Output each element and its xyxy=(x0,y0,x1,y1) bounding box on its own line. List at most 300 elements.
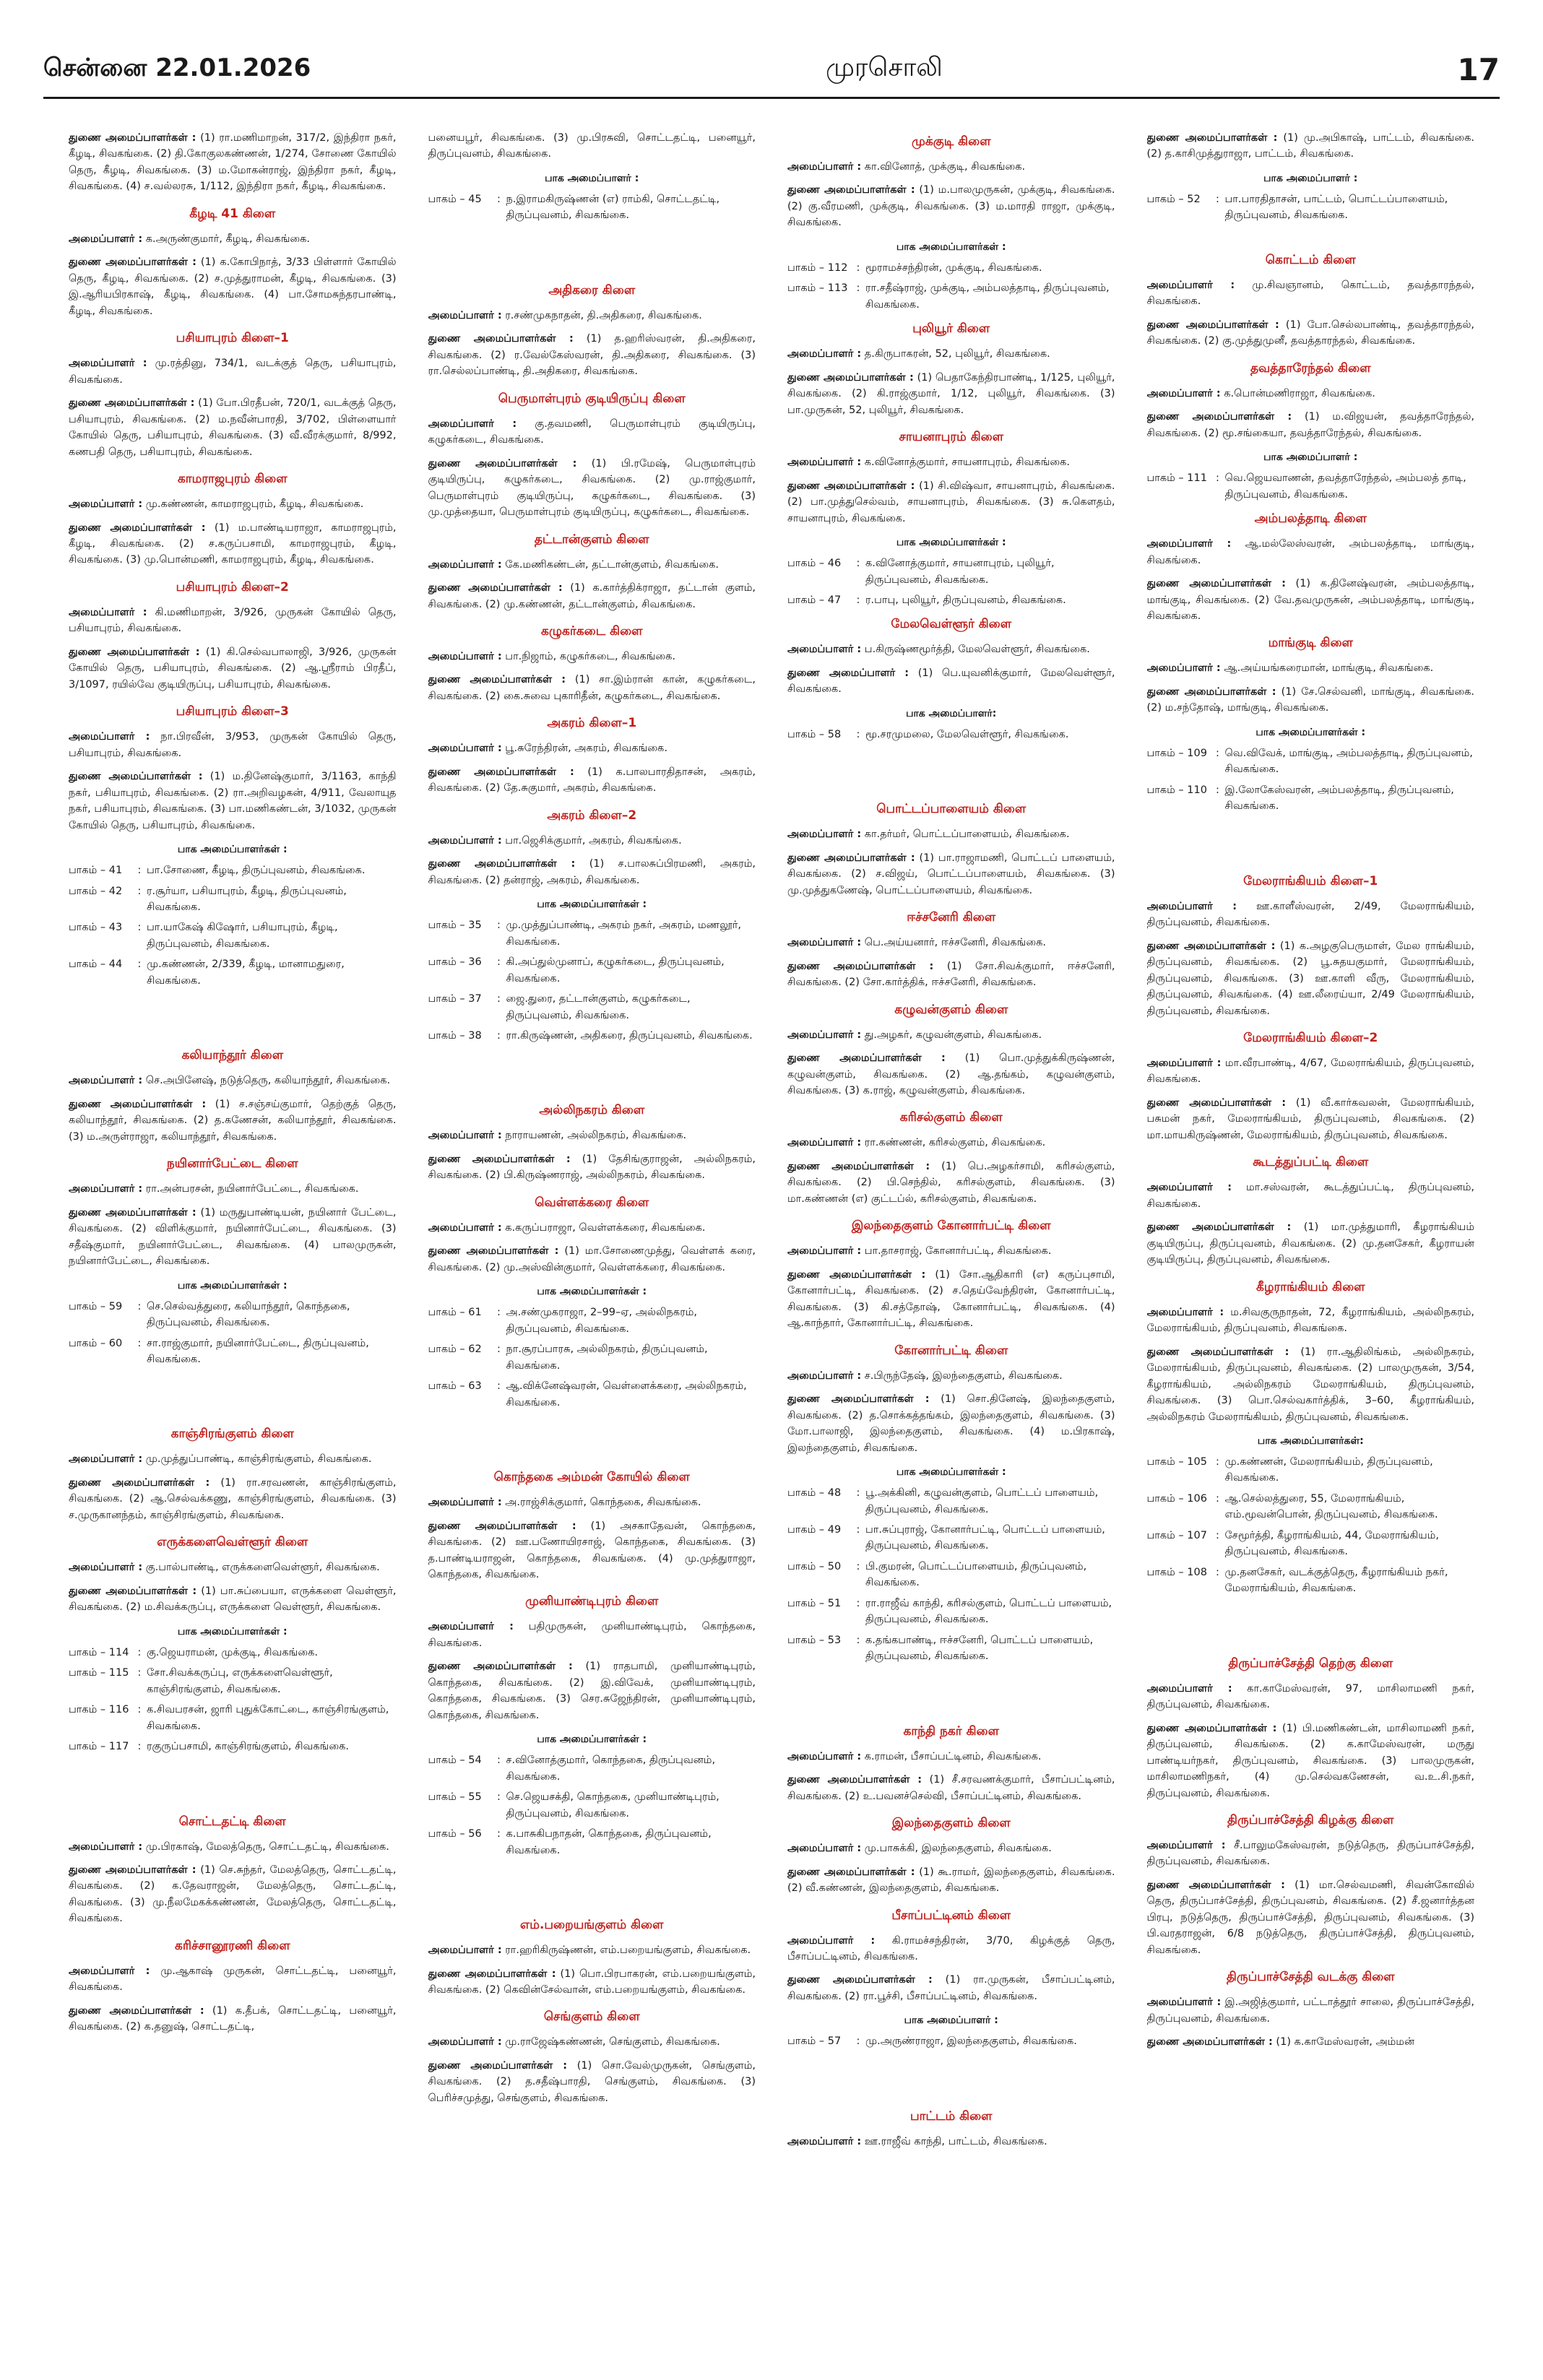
booth-coordinator: ஆ.விக்னேஷ்வரன், வெள்ளைக்கரை, அல்லிநகரம், சிவகங்கை. xyxy=(506,1380,747,1408)
section-gap xyxy=(1147,1601,1475,1652)
booth-row xyxy=(787,727,1115,743)
branch-heading: கோனார்பட்டி கிளை xyxy=(894,1343,1008,1358)
roster-paragraph: துணை அமைப்பாளர்கள் : (1) ம.பாண்டியராஜா, காமராஜபுரம், கீழடி, சிவகங்கை. (2) ச.கருப்பசாமி, காமராஜபுரம், கீழடி, சிவகங்கை. (3) மு.பொன்மணி, காமராஜபுரம், கீழடி, சிவகங்கை. xyxy=(69,522,397,566)
booth-coordinator: பி.குமரன், பொட்டப்பாளையம், திருப்புவனம், சிவகங்கை. xyxy=(865,1560,1087,1589)
branch-heading: வெள்ளக்கரை கிளை xyxy=(535,1195,649,1210)
booth-coordinator: ரா.சதீஷ்ராஜ், முக்குடி, அம்பலத்தாடி, திருப்புவனம், சிவகங்கை. xyxy=(865,282,1110,311)
roster-paragraph: துணை அமைப்பாளர்கள் : (1) மா.சோணைமுத்து, வெள்ளக் கரை, சிவகங்கை. (2) மு.அஸ்வின்குமார், வெள்ளக்கரை, சிவகங்கை. xyxy=(428,1245,756,1273)
masthead xyxy=(43,51,1500,88)
booth-row xyxy=(1147,1491,1475,1523)
booth-colon: : xyxy=(497,193,501,205)
booth-row xyxy=(1147,1528,1475,1560)
branch-heading: காந்தி நகர் கிளை xyxy=(903,1723,999,1739)
booth-number: பாகம் – 41 xyxy=(69,865,123,877)
section-gap xyxy=(69,1372,397,1422)
booth-section-heading: பாக அமைப்பாளர்கள் : xyxy=(537,1734,647,1746)
branch-heading: திருப்பாச்சேத்தி வடக்கு கிளை xyxy=(1226,1970,1395,1985)
branch-heading: காமராஜபுரம் கிளை xyxy=(177,472,288,487)
role-label: துணை அமைப்பாளர்கள் : xyxy=(69,1206,196,1219)
branch-heading: ஈச்சனேரி கிளை xyxy=(907,910,996,925)
booth-colon: : xyxy=(856,282,860,295)
roster-paragraph: துணை அமைப்பாளர்கள் : (1) தேசிங்குராஜன், அல்லிநகரம், சிவகங்கை. (2) பி.கிருஷ்ணராஜ், அல்லிநகரம், சிவகங்கை. xyxy=(428,1153,756,1182)
booth-number: பாகம் – 62 xyxy=(428,1343,482,1356)
roster-paragraph: அமைப்பாளர் : மு.சிவஞானம், கொட்டம், தவத்தாரந்தல், சிவகங்கை. xyxy=(1146,279,1474,308)
branch-heading: கொந்தகை அம்மன் கோயில் கிளை xyxy=(493,1470,690,1485)
roster-paragraph: அமைப்பாளர் : மு.பிரகாஷ், மேலத்தெரு, சொட்டதட்டி, சிவகங்கை. xyxy=(69,1840,389,1853)
booth-number: பாகம் – 35 xyxy=(428,919,482,932)
role-label: அமைப்பாளர் : xyxy=(428,2036,502,2048)
role-label: அமைப்பாளர் : xyxy=(1146,1682,1232,1695)
roster-paragraph: துணை அமைப்பாளர்கள் : (1) பெதாகேந்திரபாண்டி, 1/125, புலியூர், சிவகங்கை. (2) கி.ராஜ்குமார், 1/12, புலியூர், சிவகங்கை. (3) பா.முருகன், 52, புலியூர், சிவகங்கை. xyxy=(787,371,1115,416)
booth-row xyxy=(787,555,1115,588)
roster-paragraph: துணை அமைப்பாளர்கள் : (1) சோ.சிவக்குமார், ஈச்சனேரி, சிவகங்கை. (2) சோ.கார்த்திக், ஈச்சனேரி, சிவகங்கை. xyxy=(787,960,1115,989)
section-gap xyxy=(1147,228,1475,248)
roster-paragraph: அமைப்பாளர் : மு.ரத்தினு, 734/1, வடக்குத் தெரு, பசியாபுரம், சிவகங்கை. xyxy=(69,358,397,386)
booth-row xyxy=(428,1789,756,1822)
roster-paragraph: அமைப்பாளர் : க.கருப்பராஜா, வெள்ளக்கரை, சிவகங்கை. xyxy=(428,1221,706,1234)
branch-heading: மேலராங்கியம் கிளை–2 xyxy=(1243,1031,1378,1045)
booth-colon: : xyxy=(497,919,501,932)
booth-coordinator: க.சிவபரசன், ஜாரி புதுக்கோட்டை, காஞ்சிரங்குளம், சிவகங்கை. xyxy=(147,1704,389,1732)
roster-paragraph: துணை அமைப்பாளர்கள் : (1) சே.செல்வனி, மாங்குடி, சிவகங்கை. (2) ம.சந்தோஷ், மாங்குடி, சிவகங்கை. xyxy=(1146,685,1474,714)
role-label: அமைப்பாளர் : xyxy=(787,1245,862,1258)
role-label: அமைப்பாளர் : xyxy=(1146,900,1237,912)
branch-heading: செங்குளம் கிளை xyxy=(543,2009,640,2025)
branch-heading: தட்டான்குளம் கிளை xyxy=(534,532,649,547)
roster-paragraph: அமைப்பாளர் : கு.பால்பாண்டி, எருக்களைவெள்ளூர், சிவகங்கை. xyxy=(69,1562,380,1574)
role-label: துணை அமைப்பாளர்கள் : xyxy=(428,674,566,686)
section-gap xyxy=(787,2054,1115,2105)
roster-paragraph: துணை அமைப்பாளர்கள் : (1) வீ.கார்கவலன், மேலராங்கியம், பசுமன் நகர், மேலராங்கியம், திருப்புவனம், சிவகங்கை. (2) மா.மாயகிருஷ்ணன், மேலராங்கியம், திருப்புவனம், சிவகங்கை. xyxy=(1146,1096,1474,1141)
roster-paragraph: அமைப்பாளர் : மு.பாசுக்கி, இலந்தைகுளம், சிவகங்கை. xyxy=(787,1843,1052,1855)
column-1 xyxy=(69,130,397,2351)
booth-number: பாகம் – 53 xyxy=(787,1634,842,1646)
role-label: அமைப்பாளர் : xyxy=(787,1843,862,1855)
role-label: துணை அமைப்பாளர்கள் : xyxy=(428,1245,559,1258)
booth-row xyxy=(69,862,397,878)
booth-number: பாகம் – 49 xyxy=(787,1523,842,1536)
booth-number: பாகம் – 61 xyxy=(428,1307,482,1319)
booth-number: பாகம் – 110 xyxy=(1146,784,1207,796)
role-label: துணை அமைப்பாளர்கள் : xyxy=(1146,1879,1285,1891)
role-label: துணை அமைப்பாளர்கள் : xyxy=(69,646,200,658)
roster-paragraph: துணை அமைப்பாளர்கள் : (1) த.ஹரிஸ்வரன், தி.அதிகரை, சிவகங்கை. (2) ர.வேல்கேஸ்வரன், தி.அதிகரை, சிவகங்கை. (3) ரா.செல்லப்பாண்டி, தி.அதிகரை, சிவகங்கை. xyxy=(428,333,756,378)
role-label: அமைப்பாளர் : xyxy=(428,650,502,662)
booth-coordinator: சோ.சிவக்கருப்பு, எருக்களைவெள்ளூர், காஞ்சிரங்குளம், சிவகங்கை. xyxy=(147,1667,333,1695)
role-label: துணை அமைப்பாளர்கள் : xyxy=(69,2004,204,2017)
booth-number: பாகம் – 115 xyxy=(69,1667,129,1679)
role-label: அமைப்பாளர் : xyxy=(1146,538,1232,550)
booth-row xyxy=(1147,745,1475,778)
booth-colon: : xyxy=(497,956,501,969)
roster-paragraph: அமைப்பாளர் : இ.அஜித்குமார், பட்டாத்தூர் சாலை, திருப்பாச்சேத்தி, திருப்புவனம், சிவகங்கை. xyxy=(1146,1996,1474,2025)
role-label: துணை அமைப்பாளர்கள் : xyxy=(69,397,195,410)
booth-row xyxy=(428,1378,756,1411)
roster-paragraph: அமைப்பாளர் : க.வினோத்குமார், சாயனாபுரம், சிவகங்கை. xyxy=(787,456,1071,469)
role-label: அமைப்பாளர் : xyxy=(1146,1057,1222,1069)
roster-paragraph: துணை அமைப்பாளர்கள் : (1) சி.விஷ்வா, சாயனாபுரம், சிவகங்கை. (2) பா.முத்துசெல்வம், சாயனாபுரம், சிவகங்கை. (3) சு.கௌதம், சாயனாபுரம், சிவகங்கை. xyxy=(787,480,1115,524)
role-label: அமைப்பாளர் : xyxy=(428,1130,502,1142)
roster-paragraph: அமைப்பாளர் : ரா.அன்பரசன், நயினார்பேட்டை, சிவகங்கை. xyxy=(69,1183,359,1195)
role-label: அமைப்பாளர் : xyxy=(69,358,147,370)
booth-section-heading: பாக அமைப்பாளர்கள் : xyxy=(896,537,1006,549)
roster-paragraph: அமைப்பாளர் : கா.தர்மர், பொட்டப்பாளையம், சிவகங்கை. xyxy=(787,828,1070,841)
booth-row xyxy=(69,919,397,952)
booth-number: பாகம் – 117 xyxy=(69,1741,129,1753)
roster-paragraph: துணை அமைப்பாளர்கள் : (1) சொ.தினேஷ், இலந்தைகுளம், சிவகங்கை. (2) த.சொக்கத்தங்கம், இலந்தைகுளம், சிவகங்கை. (3) மோ.பாலாஜி, இலந்தைகுளம், சிவகங்கை. (4) ம.பிரகாஷ், இலந்தைகுளம், சிவகங்கை. xyxy=(787,1393,1115,1454)
branch-heading: சாயனாபுரம் கிளை xyxy=(899,430,1004,445)
booth-colon: : xyxy=(497,1343,501,1356)
role-label: துணை அமைப்பாளர்கள் : xyxy=(1146,319,1279,331)
section-gap xyxy=(428,228,756,279)
booth-row xyxy=(428,1752,756,1785)
booth-number: பாகம் – 50 xyxy=(787,1560,842,1572)
roster-paragraph: துணை அமைப்பாளர்கள் : (1) மருதுபாண்டியன், நயினார் பேட்டை, சிவகங்கை. (2) விளிக்குமார், நயினார்பேட்டை, சிவகங்கை. (3) சதீஷ்குமார், நயினார்பேட்டை, சிவகங்கை. (4) பாலமுருகன், நயினார்பேட்டை, சிவகங்கை. xyxy=(69,1206,397,1268)
booth-coordinator: ஆ.செல்லத்துரை, 55, மேலராங்கியம், எம்.மூவன்பொன், திருப்புவனம், சிவகங்கை. xyxy=(1224,1492,1438,1521)
booth-number: பாகம் – 52 xyxy=(1146,193,1201,205)
branch-heading: அல்லிநகரம் கிளை xyxy=(539,1103,645,1118)
section-gap xyxy=(428,1415,756,1466)
role-label: துணை அமைப்பாளர்கள் : xyxy=(428,766,574,778)
roster-paragraph: பனையபூர், சிவகங்கை. (3) மு.பிரசுவி, சொட்டதட்டி, பனையூர், திருப்புவனம், சிவகங்கை. xyxy=(428,132,756,160)
branch-heading: திருப்பாச்சேத்தி தெற்கு கிளை xyxy=(1228,1656,1393,1671)
booth-coordinator: ர.சூர்யா, பசியாபுரம், கீழடி, திருப்புவனம், சிவகங்கை. xyxy=(147,885,347,913)
booth-row xyxy=(787,1522,1115,1554)
roster-paragraph: அமைப்பாளர் : ஊ.காளீஸ்வரன், 2/49, மேலராங்கியம், திருப்புவனம், சிவகங்கை. xyxy=(1146,900,1474,929)
booth-colon: : xyxy=(497,1030,501,1042)
booth-coordinator: மு.கண்ணன், மேலராங்கியம், திருப்புவனம், சிவகங்கை. xyxy=(1224,1455,1433,1484)
branch-heading: அதிகரை கிளை xyxy=(548,282,636,298)
roster-paragraph: அமைப்பாளர் : க.ராமன், பீசாப்பட்டினம், சிவகங்கை. xyxy=(787,1750,1042,1762)
roster-paragraph: துணை அமைப்பாளர்கள் : (1) போ.செல்லபாண்டி, தவத்தாரந்தல், சிவகங்கை. (2) கு.முத்துமுனீ, தவத்தாரந்தல், சிவகங்கை. xyxy=(1146,319,1474,347)
role-label: துணை அமைப்பாளர்கள் : xyxy=(428,1153,571,1165)
branch-heading: தவத்தாரேந்தல் கிளை xyxy=(1250,360,1371,376)
roster-paragraph: துணை அமைப்பாளர்கள் : (1) ச.பாலசுப்பிரமணி, அகரம், சிவகங்கை. (2) தன்ராஜ், அகரம், சிவகங்கை. xyxy=(428,858,756,886)
booth-section-heading: பாக அமைப்பாளர்கள் : xyxy=(896,1466,1006,1479)
booth-section-heading: பாக அமைப்பாளர்கள் : xyxy=(177,1279,288,1291)
booth-number: பாகம் – 111 xyxy=(1146,472,1207,485)
column-2 xyxy=(428,130,756,2351)
booth-coordinator: சா.ராஜ்குமார், நயினார்பேட்டை, திருப்புவனம், சிவகங்கை. xyxy=(147,1337,369,1365)
branch-heading: பெருமாள்புரம் குடியிருப்பு கிளை xyxy=(498,391,686,406)
role-label: அமைப்பாளர் : xyxy=(1146,279,1235,291)
role-label: துணை அமைப்பாளர்கள் : xyxy=(787,960,934,972)
roster-paragraph: துணை அமைப்பாளர்கள் : (1) ரா.ஆதிலிங்கம், அல்லிநகரம், மேலராங்கியம், திருப்புவனம், சிவகங்கை. (2) பாலமுருகன், 3/54, கீழராங்கியம், அல்லிநகரம் மேலராங்கியம், திருப்புவனம், சிவகங்கை. (3) பொ.செல்வகார்த்திக், 3–60, கீழராங்கியம், அல்லிநகரம் மேலராங்கியம், திருப்புவனம், சிவகங்கை. xyxy=(1146,1346,1474,1423)
booth-row xyxy=(787,1559,1115,1591)
branch-heading: முக்குடி கிளை xyxy=(911,134,991,149)
branch-heading: கழுவன்குளம் கிளை xyxy=(894,1002,1008,1017)
role-label: துணை அமைப்பாளர்கள் : xyxy=(787,1052,946,1065)
roster-paragraph: துணை அமைப்பாளர்கள் : (1) பா.சுப்பையா, எருக்களை வெள்ளூர், சிவகங்கை. (2) ம.சிவக்கருப்பு, எருக்களை வெள்ளூர், சிவகங்கை. xyxy=(69,1585,397,1614)
role-label: துணை அமைப்பாளர்கள் : xyxy=(1146,132,1278,144)
booth-coordinator: க.தங்கபாண்டி, ஈச்சனேரி, பொட்டப் பாளையம், திருப்புவனம், சிவகங்கை. xyxy=(865,1634,1094,1663)
booth-row xyxy=(787,1632,1115,1665)
roster-paragraph: துணை அமைப்பாளர்கள் : (1) பி.ரமேஷ், பெருமாள்புரம் குடியிருப்பு, கழுகர்கடை, சிவகங்கை. (2) மு.ராஜ்குமார், பெருமாள்புரம் குடியிருப்பு, கழுகர்கடை, சிவகங்கை. (3) மு.முத்தையா, பெருமாள்புரம் குடியிருப்பு, கழுகர்கடை, சிவகங்கை. xyxy=(428,457,756,519)
booth-coordinator: பா.யாகேஷ் கிஷோர், பசியாபுரம், கீழடி, திருப்புவனம், சிவகங்கை. xyxy=(147,922,338,950)
booth-row xyxy=(69,956,397,989)
booth-number: பாகம் – 47 xyxy=(787,594,842,606)
roster-paragraph: அமைப்பாளர் : த.கிருபாகரன், 52, புலியூர், சிவகங்கை. xyxy=(787,348,1050,360)
booth-colon: : xyxy=(137,1667,142,1679)
booth-colon: : xyxy=(1216,193,1219,205)
booth-colon: : xyxy=(856,1597,860,1609)
role-label: துணை அமைப்பாளர்கள் : xyxy=(428,582,563,594)
header-rule xyxy=(43,97,1500,99)
booth-section-heading: பாக அமைப்பாளர்கள் : xyxy=(537,899,647,911)
booth-colon: : xyxy=(856,594,860,606)
role-label: துணை அமைப்பாளர்கள் : xyxy=(428,1520,576,1532)
role-label: துணை அமைப்பாளர்கள் : xyxy=(69,1585,197,1597)
booth-coordinator: செ.செல்வத்துரை, கலியாந்தூர், கொந்தகை, திருப்புவனம், சிவகங்கை. xyxy=(147,1300,350,1329)
role-label: அமைப்பாளர் : xyxy=(69,1453,143,1466)
booth-row xyxy=(787,260,1115,276)
roster-paragraph: துணை அமைப்பாளர்கள் : (1) மா.முத்துமாரி, கீழராங்கியம் குடியிருப்பு, திருப்புவனம், சிவகங்கை. (2) மு.தனசேகர், கீழராயன் குடியிருப்பு, திருப்புவனம், சிவகங்கை. xyxy=(1146,1221,1474,1266)
booth-coordinator: பா.சுப்புராஜ், கோனார்பட்டி, பொட்டப் பாளையம், திருப்புவனம், சிவகங்கை. xyxy=(865,1523,1105,1552)
role-label: அமைப்பாளர் : xyxy=(428,1221,502,1234)
booth-colon: : xyxy=(856,261,860,274)
booth-row xyxy=(1147,782,1475,815)
booth-colon: : xyxy=(856,2035,860,2048)
section-gap xyxy=(787,747,1115,797)
roster-paragraph: துணை அமைப்பாளர்கள் : (1) க.கார்த்திக்ராஜா, தட்டான் குளம், சிவகங்கை. (2) மு.கண்ணன், தட்டான்குளம், சிவகங்கை. xyxy=(428,582,756,610)
branch-heading: பீசாப்பட்டினம் கிளை xyxy=(891,1908,1011,1923)
role-label: துணை அமைப்பாளர்கள் : xyxy=(428,858,576,870)
roster-paragraph: அமைப்பாளர் : ஆ.மல்லேஸ்வரன், அம்பலத்தாடி, மாங்குடி, சிவகங்கை. xyxy=(1146,538,1474,566)
roster-paragraph: துணை அமைப்பாளர்கள் : (1) போ.பிரதீபன், 720/1, வடக்குத் தெரு, பசியாபுரம், சிவகங்கை. (2) ம.நவீன்பாரதி, 3/702, பிள்ளையார் கோயில் தெரு, பசியாபுரம், சிவகங்கை. (3) வீ.வீரக்குமார், 8/992, கணபதி தெரு, பசியாபுரம், சிவகங்கை. xyxy=(69,397,397,458)
roster-paragraph: அமைப்பாளர் : ச.பிருந்தேஷ், இலந்தைகுளம், சிவகங்கை. xyxy=(787,1369,1063,1382)
roster-paragraph: துணை அமைப்பாளர்கள் : (1) செ.சுந்தர், மேலத்தெரு, சொட்டதட்டி, சிவகங்கை. (2) க.தேவராஜன், மேலத்தெரு, சொட்டதட்டி, சிவகங்கை. (3) மு.நீலமேகக்கண்ணன், மேலத்தெரு, சொட்டதட்டி, சிவகங்கை. xyxy=(69,1864,397,1925)
roster-paragraph: துணை அமைப்பாளர்கள் : (1) கி.செல்வபாலாஜி, 3/926, முருகன் கோயில் தெரு, பசியாபுரம், சிவகங்கை. (2) ஆ.ஸ்ரீராம் பிரதீப், 3/1097, ரயில்வே குடியிருப்பு, பசியாபுரம், சிவகங்கை. xyxy=(69,646,397,691)
branch-heading: நயினார்பேட்டை கிளை xyxy=(166,1156,298,1172)
booth-coordinator: கி.அப்துல்முனாப், கழுகர்கடை, திருப்புவனம், சிவகங்கை. xyxy=(506,956,725,985)
role-label: துணை அமைப்பாளர்கள் : xyxy=(428,457,577,469)
branch-heading: கரிச்சானூரணி கிளை xyxy=(174,1938,290,1953)
roster-paragraph: அமைப்பாளர் : பா.நிஜாம், கழுகர்கடை, சிவகங்கை. xyxy=(428,650,676,662)
roster-paragraph: அமைப்பாளர் : பூ.சுரேந்திரன், அகரம், சிவகங்கை. xyxy=(428,743,667,755)
roster-paragraph: அமைப்பாளர் : மு.ராஜேஷ்கண்ணன், செங்குளம், சிவகங்கை. xyxy=(428,2036,720,2048)
booth-section-heading: பாக அமைப்பாளர் : xyxy=(1263,172,1358,184)
booth-number: பாகம் – 114 xyxy=(69,1646,129,1658)
booth-colon: : xyxy=(1216,1566,1219,1578)
role-label: அமைப்பாளர் : xyxy=(69,606,147,618)
roster-paragraph: துணை அமைப்பாளர்கள் : (1) ம.விஜயன், தவத்தாரேந்தல், சிவகங்கை. (2) மூ.சங்கையா, தவத்தாரேந்தல், சிவகங்கை. xyxy=(1146,411,1474,439)
role-label: அமைப்பாளர் : xyxy=(69,1840,143,1853)
booth-row xyxy=(787,2033,1115,2049)
booth-coordinator: பா.சோணை, கீழடி, திருப்புவனம், சிவகங்கை. xyxy=(147,865,366,877)
booth-coordinator: சேமூர்த்தி, கீழராங்கியம், 44, மேலராங்கியம், திருப்புவனம், சிவகங்கை. xyxy=(1224,1529,1439,1558)
roster-paragraph: துணை அமைப்பாளர்கள் : (1) சொ.வேல்முருகன், செங்குளம், சிவகங்கை. (2) த.சதீஷ்பாரதி, செங்குளம், சிவகங்கை. (3) பெரிச்சமுத்து, செங்குளம், சிவகங்கை. xyxy=(428,2059,756,2104)
branch-heading: கொட்டம் கிளை xyxy=(1265,252,1356,267)
role-label: துணை அமைப்பாளர்கள் : xyxy=(1146,1722,1277,1734)
role-label: அமைப்பாளர் : xyxy=(787,937,862,949)
role-label: அமைப்பாளர் : xyxy=(69,233,143,245)
booth-row xyxy=(1147,1454,1475,1487)
roster-paragraph: துணை அமைப்பாளர்கள் : (1) ரா.மணிமாறன், 317/2, இந்திரா நகர், கீழடி, சிவகங்கை. (2) தி.கோகுலகண்ணன், 1/274, சோணை கோயில் தெரு, கீழடி, சிவகங்கை. (3) ம.மோகன்ராஜ், இந்திரா நகர், கீழடி, சிவகங்கை. (4) ச.வல்லரசு, 1/112, இந்திரா நகர், கீழடி, சிவகங்கை. xyxy=(69,132,397,193)
booth-coordinator: வெ.விவேக், மாங்குடி, அம்பலத்தாடி, திருப்புவனம், சிவகங்கை. xyxy=(1224,747,1473,776)
booth-row xyxy=(428,1304,756,1337)
booth-section-heading: பாக அமைப்பாளர்கள் : xyxy=(1255,726,1366,738)
role-label: அமைப்பாளர் : xyxy=(787,456,862,469)
roster-paragraph: அமைப்பாளர் : சீ.பாலுமகேஸ்வரன், நடுத்தெரு, திருப்பாச்சேத்தி, திருப்புவனம், சிவகங்கை. xyxy=(1146,1840,1474,1868)
booth-row xyxy=(428,917,756,950)
branch-heading: அகரம் கிளை–2 xyxy=(547,808,637,823)
role-label: துணை அமைப்பாளர்கள் : xyxy=(787,184,915,196)
booth-colon: : xyxy=(137,1300,142,1312)
role-label: அமைப்பாளர் : xyxy=(69,731,150,743)
roster-paragraph: அமைப்பாளர் : க.அருண்குமார், கீழடி, சிவகங்கை. xyxy=(69,233,311,245)
booth-coordinator: ந.இராமகிருஷ்ணன் (எ) ராம்கி, சொட்டதட்டி, திருப்புவனம், சிவகங்கை. xyxy=(506,193,720,222)
roster-paragraph: துணை அமைப்பாளர்கள் : (1) ம.தினேஷ்குமார், 3/1163, காந்தி நகர், பசியாபுரம், சிவகங்கை. (2) ரா.அறிவழகன், 4/911, வேலாயுத நகர், பசியாபுரம், சிவகங்கை. (3) பா.மணிகண்டன், 3/1032, முருகன் கோயில் தெரு, பசியாபுரம், சிவகங்கை. xyxy=(69,771,397,831)
roster-paragraph: அமைப்பாளர் : கி.மணிமாறன், 3/926, முருகன் கோயில் தெரு, பசியாபுரம், சிவகங்கை. xyxy=(69,606,397,635)
branch-heading: அம்பலத்தாடி கிளை xyxy=(1254,511,1367,527)
booth-colon: : xyxy=(497,1380,501,1393)
branch-heading: புலியூர் கிளை xyxy=(912,321,990,337)
booth-coordinator: பூ.அக்கினி, கழுவன்குளம், பொட்டப் பாளையம், திருப்புவனம், சிவகங்கை. xyxy=(865,1487,1099,1515)
role-label: துணை அமைப்பாளர்கள் : xyxy=(1146,1221,1292,1234)
role-label: அமைப்பாளர் : xyxy=(428,834,502,847)
booth-row xyxy=(428,1826,756,1858)
booth-coordinator: ர.பாபு, புலியூர், திருப்புவனம், சிவகங்கை. xyxy=(865,594,1066,606)
roster-paragraph: துணை அமைப்பாளர்கள் : (1) க.பாலபாரதிதாசன், அகரம், சிவகங்கை. (2) தே.சுகுமார், அகரம், சிவகங்கை. xyxy=(428,766,756,795)
booth-section-heading: பாக அமைப்பாளர்கள் : xyxy=(896,241,1006,253)
role-label: துணை அமைப்பாளர்கள் : xyxy=(428,1968,556,1980)
branch-heading: எருக்களைவெள்ளூர் கிளை xyxy=(157,1535,308,1550)
branch-heading: கழுகர்கடை கிளை xyxy=(540,623,643,639)
section-gap xyxy=(69,1760,397,1810)
booth-row xyxy=(69,1702,397,1734)
role-label: துணை அமைப்பாளர்கள் : xyxy=(787,1160,930,1172)
role-label: துணை அமைப்பாளர்கள் : xyxy=(787,480,915,492)
role-label: துணை அமைப்பாளர்கள் : xyxy=(69,256,196,269)
role-label: அமைப்பாளர் : xyxy=(1146,1996,1222,2009)
role-label: அமைப்பாளர் : xyxy=(428,1944,502,1957)
role-label: துணை அமைப்பாளர்கள் : xyxy=(1146,940,1276,952)
roster-paragraph: துணை அமைப்பாளர்கள் : (1) க.தினேஷ்வரன், அம்பலத்தாடி, மாங்குடி, சிவகங்கை. (2) வே.தவமுருகன், அம்பலத்தாடி, மாங்குடி, சிவகங்கை. xyxy=(1146,578,1474,622)
roster-paragraph: துணை அமைப்பாளர்கள் : (1) மா.செல்வமணி, சிவன்கோவில் தெரு, திருப்பாச்சேத்தி, திருப்புவனம், சிவகங்கை. (2) சீ.ஜனார்த்தன பிரபு, நடுத்தெரு, திருப்பாச்சேத்தி, திருப்புவனம், சிவகங்கை. (3) பி.வரதராஜன், 6/8 நடுத்தெரு, திருப்பாச்சேத்தி, திருப்புவனம், சிவகங்கை. xyxy=(1146,1879,1474,1956)
booth-number: பாகம் – 45 xyxy=(428,193,482,205)
booth-row xyxy=(428,191,756,224)
booth-row xyxy=(787,592,1115,608)
branch-heading: கரிசல்குளம் கிளை xyxy=(899,1110,1003,1125)
role-label: அமைப்பாளர் : xyxy=(428,309,502,321)
role-label: துணை அமைப்பாளர்கள் : xyxy=(69,132,196,144)
roster-paragraph: துணை அமைப்பாளர்கள் : (1) சோ.ஆதிகாரி (எ) கருப்புசாமி, கோனார்பட்டி, சிவகங்கை. (2) ச.தெய்வேந்திரன், கோனார்பட்டி, சிவகங்கை. (3) கி.சத்தோஷ், கோனார்பட்டி, சிவகங்கை. (4) ஆ.காந்தார், கோனார்பட்டி, சிவகங்கை. xyxy=(787,1268,1115,1330)
role-label: அமைப்பாளர் : xyxy=(1146,662,1221,675)
branch-heading: பசியாபுரம் கிளை–3 xyxy=(176,704,289,719)
roster-paragraph: அமைப்பாளர் : மா.வீரபாண்டி, 4/67, மேலராங்கியம், திருப்புவனம், சிவகங்கை. xyxy=(1146,1057,1474,1086)
booth-number: பாகம் – 55 xyxy=(428,1791,482,1804)
booth-number: பாகம் – 106 xyxy=(1146,1492,1207,1505)
role-label: துணை அமைப்பாளர்கள் : xyxy=(69,522,206,534)
booth-coordinator: இ.லோகேஸ்வரன், அம்பலத்தாடி, திருப்புவனம், சிவகங்கை. xyxy=(1224,784,1454,813)
roster-paragraph: அமைப்பாளர் : து.அழகர், கழுவன்குளம், சிவகங்கை. xyxy=(787,1029,1042,1041)
booth-number: பாகம் – 46 xyxy=(787,558,842,570)
role-label: அமைப்பாளர் : xyxy=(787,2135,862,2147)
role-label: அமைப்பாளர் : xyxy=(787,1750,862,1762)
booth-coordinator: நா.சூரப்பாரசு, அல்லிநகரம், திருப்புவனம், சிவகங்கை. xyxy=(506,1343,708,1372)
booth-colon: : xyxy=(1216,784,1219,796)
role-label: அமைப்பாளர் : xyxy=(787,1137,862,1149)
booth-row xyxy=(1147,470,1475,503)
booth-row xyxy=(69,1739,397,1754)
role-label: துணை அமைப்பாளர்கள் : xyxy=(787,1866,915,1878)
booth-row xyxy=(69,1645,397,1661)
booth-number: பாகம் – 112 xyxy=(787,261,848,274)
booth-colon: : xyxy=(497,1754,501,1767)
role-label: துணை அமைப்பாளர்கள் : xyxy=(787,1974,933,1986)
roster-paragraph: அமைப்பாளர் : பா.தாசராஜ், கோனார்பட்டி, சிவகங்கை. xyxy=(787,1245,1052,1258)
branch-heading: பொட்டப்பாளையம் கிளை xyxy=(876,802,1026,817)
booth-number: பாகம் – 44 xyxy=(69,959,123,971)
roster-paragraph: துணை அமைப்பாளர்கள் : (1) ராதபாமி, முனியாண்டிபுரம், கொந்தகை, சிவகங்கை. (2) இ.விவேக், முனியாண்டிபுரம், கொந்தகை, சிவகங்கை. (3) செர.சுஜேந்திரன், முனியாண்டிபுரம், கொந்தகை, சிவகங்கை. xyxy=(428,1661,756,1721)
booth-number: பாகம் – 38 xyxy=(428,1030,482,1042)
booth-colon: : xyxy=(1216,1529,1219,1541)
role-label: அமைப்பாளர் : xyxy=(787,161,862,173)
roster-paragraph: அமைப்பாளர் : கே.மணிகண்டன், தட்டான்குளம், சிவகங்கை. xyxy=(428,558,719,571)
booth-number: பாகம் – 36 xyxy=(428,956,482,969)
roster-paragraph: அமைப்பாளர் : ம.சிவகுருநாதன், 72, கீழராங்கியம், அல்லிநகரம், மேலராங்கியம், திருப்புவனம், சிவகங்கை. xyxy=(1146,1306,1474,1335)
role-label: துணை அமைப்பாளர்கள் : xyxy=(1146,1346,1289,1358)
roster-paragraph: அமைப்பாளர் : ப.கிருஷ்ணமூர்த்தி, மேலவெள்ளூர், சிவகங்கை. xyxy=(787,644,1090,656)
booth-coordinator: செ.ஜெயசக்தி, கொந்தகை, முனியாண்டிபுரம், திருப்புவனம், சிவகங்கை. xyxy=(506,1791,719,1819)
booth-number: பாகம் – 51 xyxy=(787,1597,842,1609)
roster-paragraph: அமைப்பாளர் : பெ.அய்யனார், ஈச்சனேரி, சிவகங்கை. xyxy=(787,937,1046,949)
booth-colon: : xyxy=(1216,747,1219,759)
booth-coordinator: அ.சண்முகராஜா, 2–99–ஏ, அல்லிநகரம், திருப்புவனம், சிவகங்கை. xyxy=(506,1307,697,1335)
booth-row xyxy=(69,1665,397,1697)
roster-paragraph: துணை அமைப்பாளர்கள் : (1) பெ.அழகர்சாமி, கரிசல்குளம், சிவகங்கை. (2) பி.செந்தில், கரிசல்குளம், சிவகங்கை. (3) மா.கண்ணன் (எ) குட்டப்ல், கரிசல்குளம், சிவகங்கை. xyxy=(787,1160,1115,1205)
booth-coordinator: மு.முத்துப்பாண்டி, அகரம் நகர், அகரம், மணலூர், சிவகங்கை. xyxy=(506,919,742,948)
booth-number: பாகம் – 48 xyxy=(787,1487,842,1500)
roster-paragraph: துணை அமைப்பாளர்கள் : (1) க.கோபிநாத், 3/33 பிள்ளார் கோயில் தெரு, கீழடி, சிவகங்கை. (2) ச.முத்துராமன், கீழடி, சிவகங்கை. (3) இ.ஆரியபிரகாஷ், கீழடி, சிவகங்கை. (4) பா.சோமசுந்தரபாண்டி, கீழடி, சிவகங்கை. xyxy=(69,256,397,317)
roster-paragraph: துணை அமைப்பாளர்கள் : (1) கூ.ராமர், இலந்தைகுளம், சிவகங்கை. (2) வீ.கண்ணன், இலந்தைகுளம், சிவகங்கை. xyxy=(787,1866,1115,1895)
booth-colon: : xyxy=(856,1523,860,1536)
branch-heading: முனியாண்டிபுரம் கிளை xyxy=(525,1594,659,1609)
roster-paragraph: துணை அமைப்பாளர்கள் : (1) அசகாதேவன், கொந்தகை, சிவகங்கை. (2) ஊ.பணோயிரசாஜ், கொந்தகை, சிவகங்கை. (3) த.பாண்டியராஜன், கொந்தகை, சிவகங்கை. (4) மு.முத்துராஜா, கொந்தகை, சிவகங்கை. xyxy=(428,1520,756,1580)
booth-number: பாகம் – 54 xyxy=(428,1754,482,1767)
role-label: துணை அமைப்பாளர்கள் : xyxy=(428,2059,567,2072)
booth-section-heading: பாக அமைப்பாளர்கள் : xyxy=(177,1625,288,1637)
booth-coordinator: கு.ஜெயராமன், முக்குடி, சிவகங்கை. xyxy=(147,1646,318,1658)
booth-number: பாகம் – 116 xyxy=(69,1704,129,1716)
roster-paragraph: அமைப்பாளர் : ரா.கண்ணன், கரிசல்குளம், சிவகங்கை. xyxy=(787,1137,1046,1149)
role-label: அமைப்பாளர் : xyxy=(428,743,502,755)
booth-number: பாகம் – 37 xyxy=(428,993,482,1005)
role-label: துணை அமைப்பாளர்கள் : xyxy=(1146,685,1276,698)
booth-row xyxy=(69,1299,397,1331)
booth-coordinator: மு.தனசேகர், வடக்குத்தெரு, கீழராங்கியம் நகர், மேலராங்கியம், சிவகங்கை. xyxy=(1224,1566,1448,1595)
roster-paragraph: துணை அமைப்பாளர்கள் : (1) க.காமேஸ்வரன், அம்மன் xyxy=(1146,2036,1415,2048)
branch-heading: பாட்டம் கிளை xyxy=(909,2108,993,2124)
booth-coordinator: க.பாசுகிபநாதன், கொந்தகை, திருப்புவனம், சிவகங்கை. xyxy=(506,1828,712,1856)
roster-paragraph: துணை அமைப்பாளர்கள் : (1) க.தீபக், சொட்டதட்டி, பனையூர், சிவகங்கை. (2) க.தனுஷ், சொட்டதட்டி, xyxy=(69,2004,397,2033)
booth-colon: : xyxy=(137,959,142,971)
roster-paragraph: அமைப்பாளர் : பதிமுருகன், முனியாண்டிபுரம், கொந்தகை, சிவகங்கை. xyxy=(428,1621,756,1649)
roster-paragraph: துணை அமைப்பாளர்கள் : (1) சா.இம்ரான் கான், கழுகர்கடை, சிவகங்கை. (2) கை.சுவை புகாரிதீன், கழுகர்கடை, சிவகங்கை. xyxy=(428,674,756,702)
roster-paragraph: துணை அமைப்பாளர்கள் : (1) ம.பாலமுருகன், முக்குடி, சிவகங்கை. (2) கு.வீரமணி, முக்குடி, சிவகங்கை. (3) ம.மாரதி ராஜா, முக்குடி, சிவகங்கை. xyxy=(787,184,1115,229)
branch-heading: மேலராங்கியம் கிளை–1 xyxy=(1243,873,1378,888)
branch-heading: மேலவெள்ளூர் கிளை xyxy=(891,617,1012,632)
issue-date: சென்னை 22.01.2026 xyxy=(43,53,311,82)
role-label: அமைப்பாளர் : xyxy=(1146,1840,1226,1851)
booth-row xyxy=(428,954,756,987)
booth-section-heading: பாக அமைப்பாளர் : xyxy=(1263,451,1358,464)
role-label: துணை அமைப்பாளர்கள் : xyxy=(428,333,574,345)
booth-colon: : xyxy=(497,1307,501,1319)
booth-colon: : xyxy=(137,885,142,897)
role-label: துணை அமைப்பாளர்கள் : xyxy=(1146,411,1292,423)
newspaper-name: முரசொலி xyxy=(825,53,943,82)
